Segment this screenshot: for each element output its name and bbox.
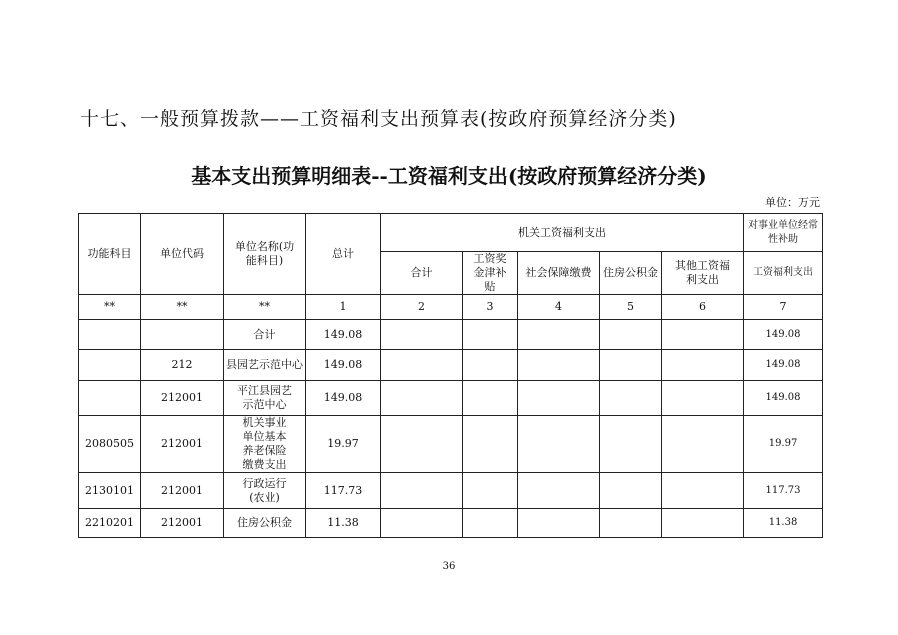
- table-row: [79, 320, 823, 350]
- wage-welfare-cell: 149.08: [744, 350, 823, 381]
- total-cell: 149.08: [306, 381, 381, 416]
- index-cell: **: [141, 295, 224, 320]
- index-cell: 7: [744, 295, 823, 320]
- wage-welfare-cell: 117.73: [744, 473, 823, 509]
- unit-code-cell: [141, 320, 224, 350]
- header-social-security: 社会保障缴费: [518, 252, 600, 295]
- unit-name-cell: 平江县园艺示范中心: [224, 381, 306, 416]
- func-subject-cell: [79, 320, 141, 350]
- header-unit-name: 单位名称(功能科目): [224, 214, 306, 295]
- header-other-wage: 其他工资福利支出: [662, 252, 744, 295]
- header-unit-code: 单位代码: [141, 214, 224, 295]
- unit-name-cell: 县园艺示范中心: [224, 350, 306, 381]
- wage-welfare-cell: 149.08: [744, 381, 823, 416]
- header-subtotal: 合计: [381, 252, 463, 295]
- unit-code-cell: 212: [141, 350, 224, 381]
- table-row: [79, 509, 823, 538]
- func-subject-cell: [79, 381, 141, 416]
- total-cell: 11.38: [306, 509, 381, 538]
- func-subject-cell: 2130101: [79, 473, 141, 509]
- header-housing-fund: 住房公积金: [600, 252, 662, 295]
- index-cell: 4: [518, 295, 600, 320]
- wage-welfare-cell: 149.08: [744, 320, 823, 350]
- unit-label: 单位：万元: [765, 196, 820, 209]
- header-bonus: 工资奖金津补贴: [463, 252, 518, 295]
- table-title: 基本支出预算明细表--工资福利支出(按政府预算经济分类): [191, 164, 707, 188]
- total-cell: 149.08: [306, 350, 381, 381]
- unit-code-cell: 212001: [141, 509, 224, 538]
- total-cell: 117.73: [306, 473, 381, 509]
- table-row: [79, 473, 823, 509]
- index-cell: 2: [381, 295, 463, 320]
- wage-welfare-cell: 11.38: [744, 509, 823, 538]
- func-subject-cell: 2080505: [79, 416, 141, 473]
- unit-name-cell: 机关事业单位基本养老保险缴费支出: [224, 416, 306, 473]
- wage-welfare-cell: 19.97: [744, 416, 823, 473]
- unit-code-cell: 212001: [141, 473, 224, 509]
- header-total: 总计: [306, 214, 381, 295]
- unit-name-cell: 行政运行(农业): [224, 473, 306, 509]
- index-row: [79, 295, 823, 320]
- section-heading: 十七、一般预算拨款——工资福利支出预算表(按政府预算经济分类): [80, 108, 677, 130]
- page-number: 36: [442, 561, 456, 572]
- total-cell: 19.97: [306, 416, 381, 473]
- header-org-wage-group: 机关工资福利支出: [381, 214, 744, 252]
- table-row: [79, 381, 823, 416]
- func-subject-cell: [79, 350, 141, 381]
- header-wage-welfare: 工资福利支出: [744, 252, 823, 295]
- index-cell: 3: [463, 295, 518, 320]
- index-cell: **: [79, 295, 141, 320]
- func-subject-cell: 2210201: [79, 509, 141, 538]
- total-cell: 149.08: [306, 320, 381, 350]
- budget-table: [78, 213, 823, 538]
- index-cell: 5: [600, 295, 662, 320]
- index-cell: 1: [306, 295, 381, 320]
- unit-code-cell: 212001: [141, 381, 224, 416]
- table-row: [79, 350, 823, 381]
- table-row: [79, 416, 823, 473]
- header-subsidy-group: 对事业单位经常性补助: [744, 214, 823, 252]
- unit-name-cell: 合计: [224, 320, 306, 350]
- unit-name-cell: 住房公积金: [224, 509, 306, 538]
- index-cell: **: [224, 295, 306, 320]
- index-cell: 6: [662, 295, 744, 320]
- header-func-subject: 功能科目: [79, 214, 141, 295]
- unit-code-cell: 212001: [141, 416, 224, 473]
